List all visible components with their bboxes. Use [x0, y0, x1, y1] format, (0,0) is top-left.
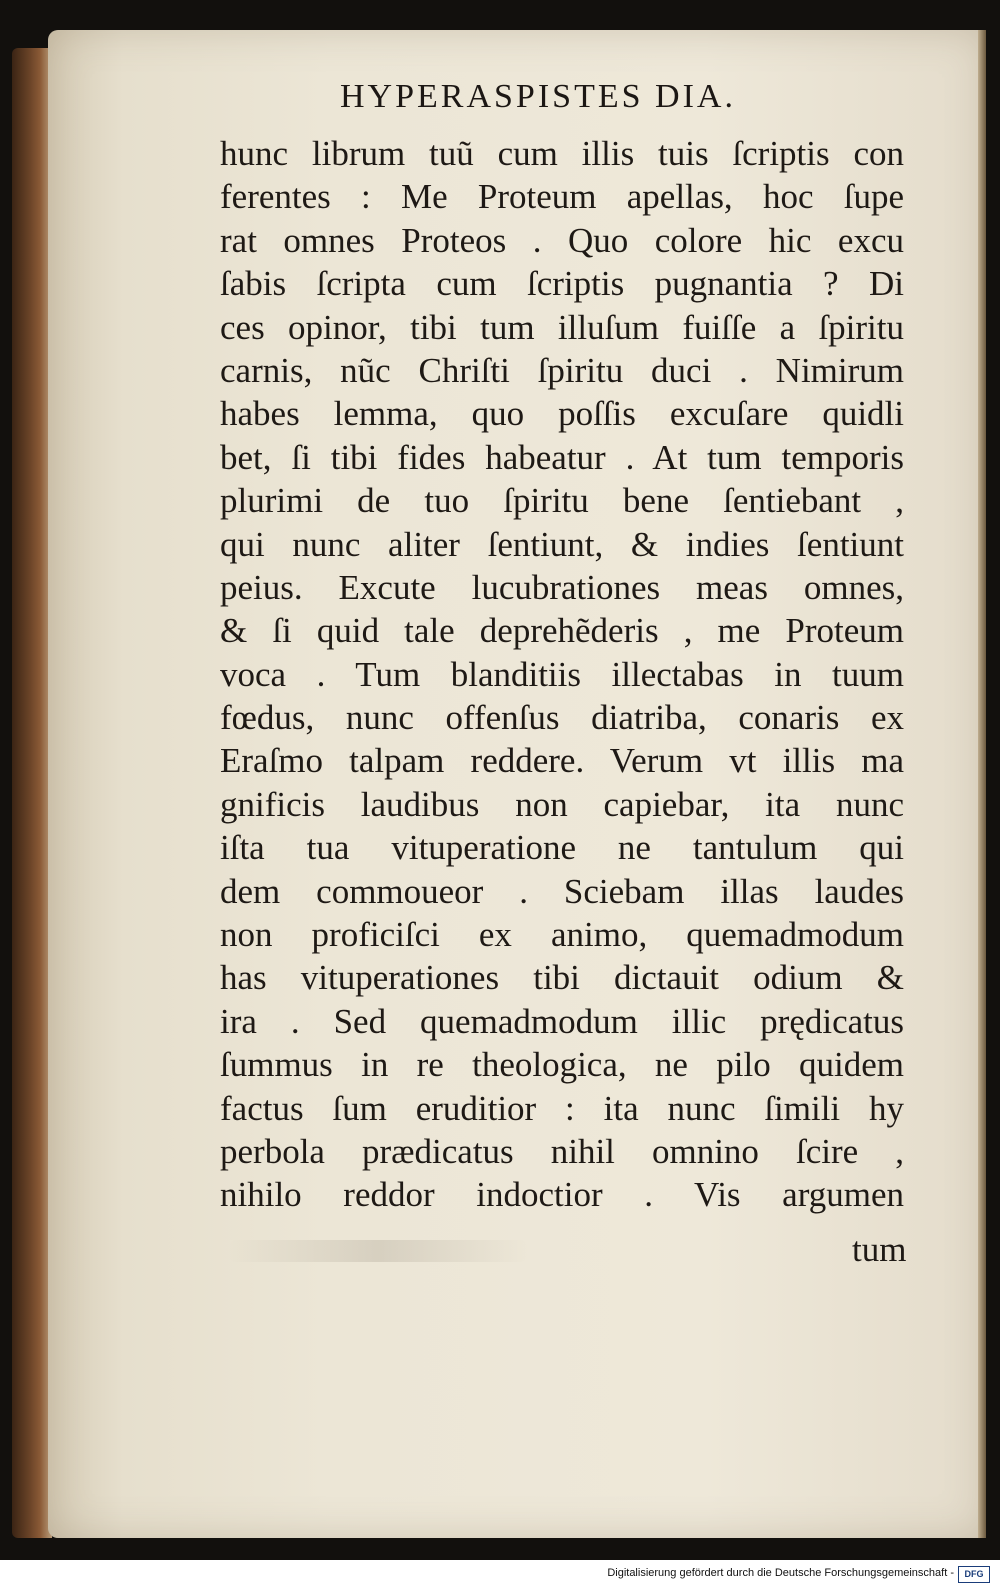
page-right-edge	[978, 30, 986, 1538]
text-line: ferentes : Me Proteum apellas, hoc ſupe	[220, 177, 904, 217]
text-line: bet, ſi tibi fides habeatur . At tum temporis	[220, 437, 904, 477]
show-through-ghost	[228, 1240, 528, 1262]
text-line: dem commoueor . Sciebam illas laudes	[220, 871, 904, 911]
text-line: fœdus, nunc offenſus diatriba, conaris ex	[220, 698, 904, 738]
text-line: non proficiſci ex animo, quemadmodum	[220, 915, 904, 955]
text-line: ira . Sed quemadmodum illic prędicatus	[220, 1001, 904, 1041]
text-line: & ſi quid tale deprehẽderis , me Proteum	[220, 611, 904, 651]
body-text	[220, 132, 920, 1217]
text-line: iſta tua vituperatione ne tantulum qui	[220, 828, 904, 868]
text-line: ces opinor, tibi tum illuſum fuiſſe a ſpiritu	[220, 307, 904, 347]
text-line: gnificis laudibus non capiebar, ita nunc	[220, 784, 904, 824]
text-line: habes lemma, quo poſſis excuſare quidli	[220, 394, 904, 434]
book-edge	[12, 48, 52, 1538]
text-line: voca . Tum blanditiis illectabas in tuum	[220, 654, 904, 694]
text-line: ſabis ſcripta cum ſcriptis pugnantia ? Di	[220, 264, 904, 304]
text-line: hunc librum tuũ cum illis tuis ſcriptis con	[220, 134, 904, 173]
text-line: ſummus in re theologica, ne pilo quidem	[220, 1045, 904, 1085]
text-line: qui nunc aliter ſentiunt, & indies ſentiunt	[220, 524, 904, 564]
text-line: perbola prædicatus nihil omnino ſcire ,	[220, 1131, 904, 1171]
text-line: factus ſum eruditior : ita nunc ſimili hy	[220, 1088, 904, 1128]
text-line: plurimi de tuo ſpiritu bene ſentiebant ,	[220, 481, 904, 521]
text-line: rat omnes Proteos . Quo colore hic excu	[220, 220, 904, 260]
text-line: has vituperationes tibi dictauit odium &	[220, 958, 904, 998]
funding-credit: Digitalisierung gefördert durch die Deutsche Forschungsgemeinschaft -	[607, 1567, 954, 1579]
text-line: Eraſmo talpam reddere. Verum vt illis ma	[220, 741, 904, 781]
running-header: HYPERASPISTES DIA.	[340, 78, 736, 115]
text-line: nihilo reddor indoctior . Vis argumen	[220, 1175, 904, 1215]
dfg-logo: DFG	[958, 1566, 990, 1583]
catchword: tum	[852, 1230, 907, 1269]
text-line: carnis, nũc Chriſti ſpiritu duci . Nimirum	[220, 350, 904, 390]
text-line: peius. Excute lucubrationes meas omnes,	[220, 567, 904, 607]
